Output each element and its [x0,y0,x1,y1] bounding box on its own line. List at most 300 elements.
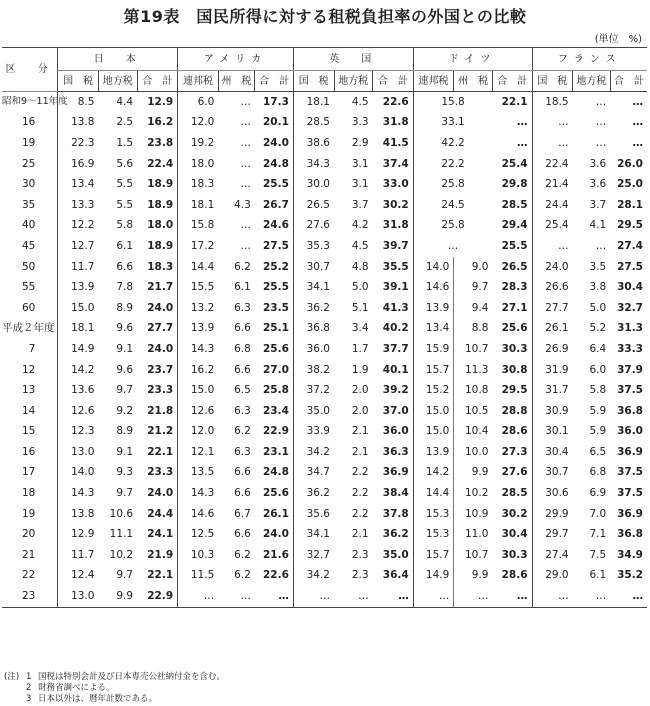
data-cell: 5.9 [589,404,607,417]
table-row [2,401,647,422]
row-label: 12 [21,363,36,376]
data-cell: 9.7 [116,487,134,500]
table-row [2,360,647,381]
data-cell: 27.7 [532,298,573,319]
data-cell: 26.7 [262,198,289,211]
data-cell: 15.7 [413,545,454,566]
data-cell: 30.3 [501,548,528,561]
data-cell: 24.1 [147,528,174,541]
row-label: 30 [21,178,36,191]
row-label: 25 [21,157,36,170]
data-cell: 18.1 [58,319,99,340]
data-cell: 4.5 [351,95,369,108]
header-subcolumn: 連邦税 [178,71,219,92]
table-row [2,380,647,401]
data-cell: 22.1 [147,445,174,458]
data-cell: 5.6 [116,157,134,170]
data-cell: 13.4 [413,319,454,340]
data-cell: 22.6 [382,95,409,108]
data-cell: 21.6 [262,548,289,561]
data-cell: 14.2 [58,360,99,381]
data-cell: 18.1 [293,92,334,113]
data-cell: … [218,586,255,607]
data-cell: 30.4 [501,528,528,541]
data-cell: 27.3 [501,445,528,458]
tax-burden-table [2,47,647,608]
data-cell: 26.0 [617,157,643,170]
data-cell: 27.6 [501,466,528,479]
data-cell: 4.2 [351,219,369,232]
footnote-prefix [4,683,26,694]
data-cell: 13.8 [58,113,99,134]
data-cell: 28.5 [501,487,528,500]
table-row [2,524,647,545]
data-cell: 22.4 [532,154,573,175]
table-row [2,277,647,298]
data-cell: … [595,136,607,149]
data-cell: 6.3 [234,301,251,314]
data-cell: 12.3 [58,422,99,443]
data-cell: 11.0 [465,528,489,541]
data-cell: 36.0 [617,425,643,438]
data-cell: 13.8 [58,504,99,525]
data-cell: 23.7 [147,363,174,376]
data-cell: 13.0 [58,442,99,463]
data-cell: 14.0 [58,463,99,484]
data-cell: 6.2 [234,425,251,438]
data-cell: 37.5 [617,466,643,479]
data-cell: 35.0 [293,401,334,422]
data-cell: 10.7 [465,342,489,355]
data-cell: 5.0 [351,281,369,294]
header-subcolumn: 地方税 [98,71,137,92]
data-cell: 6.1 [116,239,134,252]
data-cell: 35.0 [382,548,409,561]
data-cell: 34.3 [293,154,334,175]
data-cell: 36.2 [382,528,409,541]
data-cell: 25.4 [532,216,573,237]
data-cell: 10.5 [465,404,489,417]
data-cell: 17.2 [178,236,219,257]
data-cell: 24.0 [532,257,573,278]
data-cell: 3.8 [589,281,607,294]
data-cell: 36.0 [382,425,409,438]
data-cell: 9.0 [471,260,489,273]
table-row [2,339,647,360]
data-cell: 39.1 [382,281,409,294]
data-cell: 27.0 [262,363,289,376]
data-cell: 35.5 [382,260,409,273]
data-cell: 24.0 [147,301,174,314]
data-cell: 8.9 [116,301,134,314]
data-cell: 6.3 [234,404,251,417]
data-cell: 16.2 [147,116,174,129]
data-cell: 11.5 [178,566,219,587]
data-cell: 28.1 [617,198,643,211]
data-cell: 8.8 [471,322,489,335]
data-cell: 25.6 [501,322,528,335]
data-cell: … [492,586,532,607]
data-cell: 12.2 [58,216,99,237]
data-cell: 25.8 [413,216,492,237]
data-cell: 29.8 [501,178,528,191]
data-cell: 29.9 [532,504,573,525]
row-label: 平成２年度 [2,322,55,335]
data-cell: 16.2 [178,360,219,381]
data-cell: 35.2 [617,569,643,582]
row-label: 20 [21,528,36,541]
header-subcolumn: 合 計 [492,71,532,92]
footnote-number: 2 [26,683,32,693]
data-cell: 18.9 [147,178,174,191]
data-cell: 37.7 [382,342,409,355]
data-cell: 6.6 [116,260,134,273]
data-cell: 12.1 [178,442,219,463]
data-cell: 34.1 [293,524,334,545]
data-cell: 14.9 [413,566,454,587]
data-cell: … [532,586,573,607]
data-cell: 12.0 [178,422,219,443]
data-cell: 31.8 [382,116,409,129]
data-cell: 30.0 [293,174,334,195]
data-cell: 6.6 [234,528,251,541]
data-cell: 6.2 [234,569,251,582]
data-cell: … [373,586,414,607]
data-cell: 9.9 [471,466,489,479]
footnote-number: 1 [26,672,32,682]
data-cell: 30.4 [617,281,643,294]
data-cell: 25.1 [262,322,289,335]
header-subcolumn: 合 計 [373,71,414,92]
data-cell: 11.1 [109,528,134,541]
table-row [2,483,647,504]
data-cell: 12.5 [178,524,219,545]
data-cell: 23.1 [262,445,289,458]
data-cell: 15.0 [178,380,219,401]
data-cell: 15.0 [58,298,99,319]
data-cell: 6.6 [234,363,251,376]
data-cell: 28.6 [501,425,528,438]
data-cell: 18.3 [147,260,174,273]
data-cell: 25.6 [262,487,289,500]
data-cell: … [632,116,643,129]
header-country: 英 国 [293,48,413,71]
data-cell: 2.1 [351,528,369,541]
data-cell: 13.4 [58,174,99,195]
data-cell: 11.7 [58,545,99,566]
data-cell: 5.9 [589,425,607,438]
data-cell: 36.8 [293,319,334,340]
data-cell: 6.2 [234,260,251,273]
data-cell: … [454,586,493,607]
data-cell: 2.2 [351,466,369,479]
data-cell: 9.7 [116,569,134,582]
data-cell: 14.9 [58,339,99,360]
data-cell: 15.0 [413,401,454,422]
footnote-text: 国税は特別会計及び日本専売公社納付金を含む。 [38,672,226,682]
data-cell: 6.0 [589,363,607,376]
row-label: 17 [21,466,36,479]
table-row [2,216,647,237]
data-cell: 1.9 [351,363,369,376]
table-row [2,133,647,154]
row-label: 35 [21,198,36,211]
header-subcolumn: 合 計 [610,71,647,92]
data-cell: 10.8 [465,384,489,397]
table-row [2,174,647,195]
data-cell: 22.9 [262,425,289,438]
data-cell: 9.6 [116,322,134,335]
data-cell: 30.6 [532,483,573,504]
data-cell: 24.0 [262,528,289,541]
data-cell: 4.3 [234,198,251,211]
footnote-text: 財務省調べによる。 [38,683,115,693]
row-label: 昭和9～11年度 [2,96,68,108]
data-cell: 9.4 [471,301,489,314]
data-cell: 15.9 [413,339,454,360]
data-cell: 14.0 [413,257,454,278]
header-country: アメリカ [178,48,294,71]
data-cell: 31.8 [382,219,409,232]
data-cell: 3.1 [351,178,369,191]
footnotes [4,672,225,705]
data-cell: … [240,239,251,252]
table-row [2,545,647,566]
data-cell: 14.4 [413,483,454,504]
header-subcolumn: 国 税 [293,71,334,92]
data-cell: 36.9 [617,445,643,458]
data-cell: 4.5 [351,239,369,252]
data-cell: 32.7 [617,301,643,314]
data-cell: 23.4 [262,404,289,417]
data-cell: 9.9 [471,569,489,582]
row-label: 7 [28,342,36,355]
row-label: 45 [21,239,36,252]
data-cell: 18.5 [532,92,573,113]
header-subcolumn: 合 計 [137,71,178,92]
data-cell: 13.9 [58,277,99,298]
data-cell: 30.2 [501,507,528,520]
data-cell: 30.2 [382,198,409,211]
data-cell: 13.9 [413,298,454,319]
data-cell: 37.5 [617,384,643,397]
data-cell: 5.1 [351,301,369,314]
data-cell: 2.0 [351,404,369,417]
row-label: 19 [21,136,36,149]
data-cell: 6.5 [234,384,251,397]
table-row [2,586,647,607]
data-cell: 6.7 [234,507,251,520]
data-cell: 15.0 [413,422,454,443]
data-cell: 15.2 [413,380,454,401]
data-cell: 1.7 [351,342,369,355]
data-cell: 31.7 [532,380,573,401]
data-cell: 29.5 [501,384,528,397]
data-cell: 38.6 [293,133,334,154]
data-cell: 18.0 [147,219,174,232]
data-cell: 5.0 [589,301,607,314]
data-cell: … [595,239,607,252]
data-cell: 12.6 [178,401,219,422]
data-cell: 4.1 [589,219,607,232]
row-label: 21 [21,548,36,561]
data-cell: 37.8 [382,507,409,520]
data-cell: 39.2 [382,384,409,397]
data-cell: 6.4 [589,342,607,355]
data-cell: 25.5 [262,281,289,294]
data-cell: 34.7 [293,463,334,484]
data-cell: … [240,219,251,232]
data-cell: 30.9 [532,401,573,422]
data-cell: 3.6 [589,178,607,191]
data-cell: 10.4 [465,425,489,438]
data-cell: 3.6 [589,157,607,170]
footnote [4,694,225,705]
data-cell: 18.3 [178,174,219,195]
row-label: 18 [21,487,36,500]
data-cell: 12.6 [58,401,99,422]
data-cell: … [595,95,607,108]
table-row [2,504,647,525]
footnote-text: 日本以外は、暦年計数である。 [38,694,158,704]
data-cell: 40.1 [382,363,409,376]
data-cell: 18.0 [178,154,219,175]
data-cell: 22.1 [501,95,528,108]
data-cell: 31.3 [617,322,643,335]
data-cell: 6.1 [234,281,251,294]
data-cell: 25.8 [262,384,289,397]
data-cell: … [240,116,251,129]
data-cell: 22.9 [137,586,178,607]
data-cell: 24.4 [147,507,174,520]
data-cell: 40.2 [382,322,409,335]
table-row [2,566,647,587]
data-cell: 29.0 [532,566,573,587]
data-cell: … [517,136,528,149]
table-row [2,113,647,134]
data-cell: 14.6 [413,277,454,298]
data-cell: 38.2 [293,360,334,381]
table-row [2,154,647,175]
data-cell: 22.4 [147,157,174,170]
data-cell: 2.5 [116,116,134,129]
data-cell: 13.2 [178,298,219,319]
data-cell: 30.3 [501,342,528,355]
footnote-prefix [4,694,26,705]
data-cell: … [413,236,492,257]
data-cell: 10.0 [465,445,489,458]
data-cell: 6.0 [178,92,219,113]
data-cell: 10.6 [109,507,134,520]
data-cell: … [595,116,607,129]
data-cell: 37.9 [617,363,643,376]
data-cell: 27.4 [617,239,643,252]
data-cell: 26.5 [293,195,334,216]
data-cell: 20.1 [262,116,289,129]
data-cell: 22.2 [413,154,492,175]
data-cell: … [532,236,573,257]
data-cell: 36.2 [293,298,334,319]
data-cell: 21.4 [532,174,573,195]
data-cell: 9.9 [98,586,137,607]
footnote-number: 3 [26,694,32,704]
data-cell: 22.1 [147,569,174,582]
data-cell: 14.4 [178,257,219,278]
header-corner: 区 分 [2,48,58,92]
data-cell: 12.7 [58,236,99,257]
data-cell: 3.7 [351,198,369,211]
data-cell: 6.6 [234,487,251,500]
data-cell: 11.7 [58,257,99,278]
data-cell: 24.8 [262,157,289,170]
data-cell: 9.7 [471,281,489,294]
row-label: 50 [21,260,36,273]
data-cell: 27.5 [617,260,643,273]
data-cell: 6.3 [234,445,251,458]
header-subcolumn: 州 税 [218,71,255,92]
row-label: 16 [21,445,36,458]
data-cell: 7.5 [589,548,607,561]
data-cell: 2.0 [351,384,369,397]
footnote [4,683,225,694]
data-cell: 2.1 [351,445,369,458]
data-cell: 21.9 [147,548,174,561]
data-cell: 21.8 [147,404,174,417]
data-cell: … [240,157,251,170]
data-cell: 13.3 [58,195,99,216]
header-subcolumn: 地方税 [334,71,373,92]
table-row [2,319,647,340]
data-cell: 26.6 [532,277,573,298]
data-cell: 37.0 [382,404,409,417]
data-cell: 27.4 [532,545,573,566]
data-cell: 14.3 [58,483,99,504]
data-cell: 22.6 [262,569,289,582]
table-row [2,257,647,278]
data-cell: … [240,136,251,149]
data-cell: 25.6 [262,342,289,355]
data-cell: 36.2 [293,483,334,504]
data-cell: 28.5 [293,113,334,134]
data-cell: 23.8 [147,136,174,149]
data-cell: 27.6 [293,216,334,237]
data-cell: 2.1 [351,425,369,438]
header-subcolumn: 国 税 [532,71,573,92]
data-cell: 36.4 [382,569,409,582]
data-cell: 9.7 [116,384,134,397]
data-cell: 37.4 [382,157,409,170]
data-cell: 24.5 [413,195,492,216]
data-cell: 3.7 [589,198,607,211]
data-cell: 6.9 [589,487,607,500]
data-cell: 5.5 [116,198,134,211]
row-label: 14 [21,404,36,417]
row-label: 23 [2,586,58,607]
data-cell: 26.9 [532,339,573,360]
data-cell: 12.4 [58,566,99,587]
table-row [2,463,647,484]
data-cell: 36.9 [617,507,643,520]
data-cell: 7.1 [589,528,607,541]
table-row [2,92,647,113]
data-cell: 6.6 [234,322,251,335]
data-cell: … [517,116,528,129]
data-cell: 7.0 [589,507,607,520]
table-row [2,236,647,257]
data-cell: 12.9 [58,524,99,545]
data-cell: 6.8 [234,342,251,355]
data-cell: … [240,95,251,108]
